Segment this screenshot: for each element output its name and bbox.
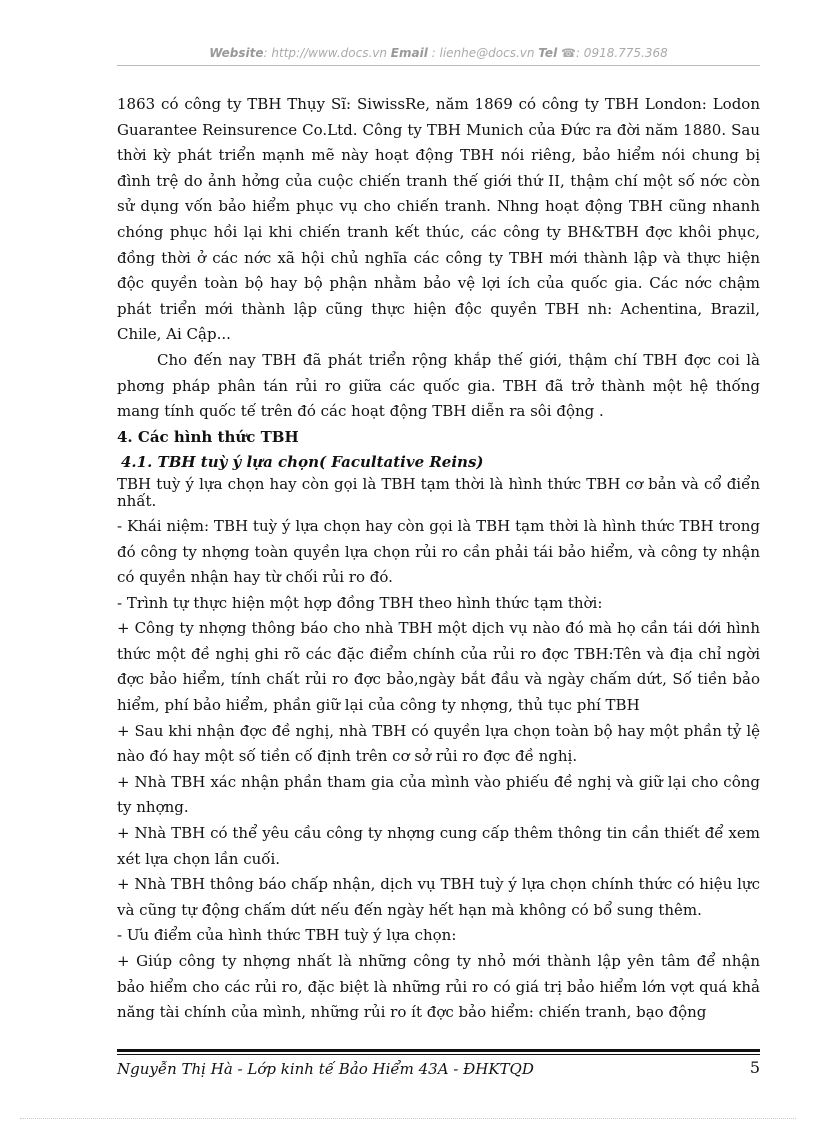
page-header (117, 46, 760, 60)
tel-value: ☎: 0918.775.368 (557, 46, 668, 60)
website-value: : http://www.docs.vn (263, 46, 391, 60)
paragraph-today: Cho đến nay TBH đã phát triển rộng khắp thế giới, thậm chí TBH đợc coi là phơng pháp phân tán rủi ro giữa các quốc gia. TBH đã trở thành một hệ thống mang tính quốc tế trên đó các hoạt động TBH diễn ra sôi động . (117, 350, 760, 421)
paragraph-history: 1863 có công ty TBH Thụy Sĩ: SiwissRe, năm 1869 có công ty TBH London: Lodon Guarantee Reinsurence Co.Ltd. Công ty TBH Munich của Đức ra đời năm 1880. Sau thời kỳ phát triển mạnh mẽ này hoạt động TBH nói riêng, bảo hiểm nói chung bị đình trệ do ảnh hởng của cuộc chiến tranh thế giới thứ II, thậm chí một số nớc còn sử dụng vốn bảo hiểm phục vụ cho chiến tranh. Nhng hoạt động TBH cũng nhanh chóng phục hồi lại khi chiến tranh kết thúc, các công ty BH&TBH đợc khôi phục, đồng thời ở các nớc xã hội chủ nghĩa các công ty TBH mới thành lập và thực hiện độc quyền toàn bộ hay bộ phận nhằm bảo vệ lợi ích của quốc gia. Các nớc chậm phát triển mới thành lập cũng thực hiện độc quyền TBH nh: Achentina, Brazil, Chile, Ai Cập... (117, 95, 760, 344)
email-label: Email (390, 46, 428, 60)
paragraph-step-2: + Sau khi nhận đợc đề nghị, nhà TBH có quyền lựa chọn toàn bộ hay một phần tỷ lệ nào đó hay một số tiền cố định trên cơ sở rủi ro đợc đề nghị. (117, 721, 760, 766)
paragraph-intro: TBH tuỳ ý lựa chọn hay còn gọi là TBH tạm thời là hình thức TBH cơ bản và cổ điển nhất. (117, 474, 760, 510)
footer-divider-thin (117, 1054, 760, 1055)
section-heading: 4. Các hình thức TBH (117, 427, 299, 446)
page-bottom-border (20, 1118, 796, 1119)
page-number: 5 (749, 1058, 760, 1077)
footer-divider-thick (117, 1049, 760, 1052)
subsection-heading: 4.1. TBH tuỳ ý lựa chọn( Facultative Reins) (121, 453, 484, 472)
email-value: : lienhe@docs.vn (427, 46, 539, 60)
footer-author: Nguyễn Thị Hà - Lớp kinh tế Bảo Hiểm 43A - ĐHKTQD (117, 1060, 534, 1078)
tel-label: Tel (538, 46, 558, 60)
paragraph-step-4: + Nhà TBH có thể yêu cầu công ty nhợng cung cấp thêm thông tin cần thiết để xem xét lựa chọn lần cuối. (117, 824, 760, 868)
paragraph-step-5: + Nhà TBH thông báo chấp nhận, dịch vụ TBH tuỳ ý lựa chọn chính thức có hiệu lực và cũng tự động chấm dứt nếu đến ngày hết hạn mà không có bổ sung thêm. (117, 875, 760, 919)
paragraph-advantage-1: + Giúp công ty nhợng nhất là những công ty nhỏ mới thành lập yên tâm để nhận bảo hiểm cho các rủi ro, đặc biệt là những rủi ro có giá trị bảo hiểm lớn vợt quá khả năng tài chính của mình, những rủi ro ít đợc bảo hiểm: chiến tranh, bạo động (117, 952, 760, 1022)
paragraph-step-3: + Nhà TBH xác nhận phần tham gia của mình vào phiếu đề nghị và giữ lại cho công ty nhợng. (117, 772, 760, 817)
paragraph-advantages: - Ưu điểm của hình thức TBH tuỳ ý lựa chọn: (117, 926, 457, 945)
paragraph-definition: - Khái niệm: TBH tuỳ ý lựa chọn hay còn gọi là TBH tạm thời là hình thức TBH trong đó công ty nhợng toàn quyền lựa chọn rủi ro cần phải tái bảo hiểm, và công ty nhận có quyền nhận hay từ chối rủi ro đó. (117, 516, 760, 587)
website-label: Website (209, 46, 264, 60)
document-body (117, 92, 760, 1026)
paragraph-procedure: - Trình tự thực hiện một hợp đồng TBH theo hình thức tạm thời: (117, 593, 603, 612)
header-divider (117, 65, 760, 66)
paragraph-step-1: + Công ty nhợng thông báo cho nhà TBH một dịch vụ nào đó mà họ cần tái dới hình thức một đề nghị ghi rõ các đặc điểm chính của rủi ro đợc TBH:Tên và địa chỉ ngời đợc bảo hiểm, tính chất rủi ro đợc bảo,ngày bắt đầu và ngày chấm dứt, Số tiền bảo hiểm, phí bảo hiểm, phần giữ lại của công ty nhợng, thủ tục phí TBH (117, 619, 760, 715)
